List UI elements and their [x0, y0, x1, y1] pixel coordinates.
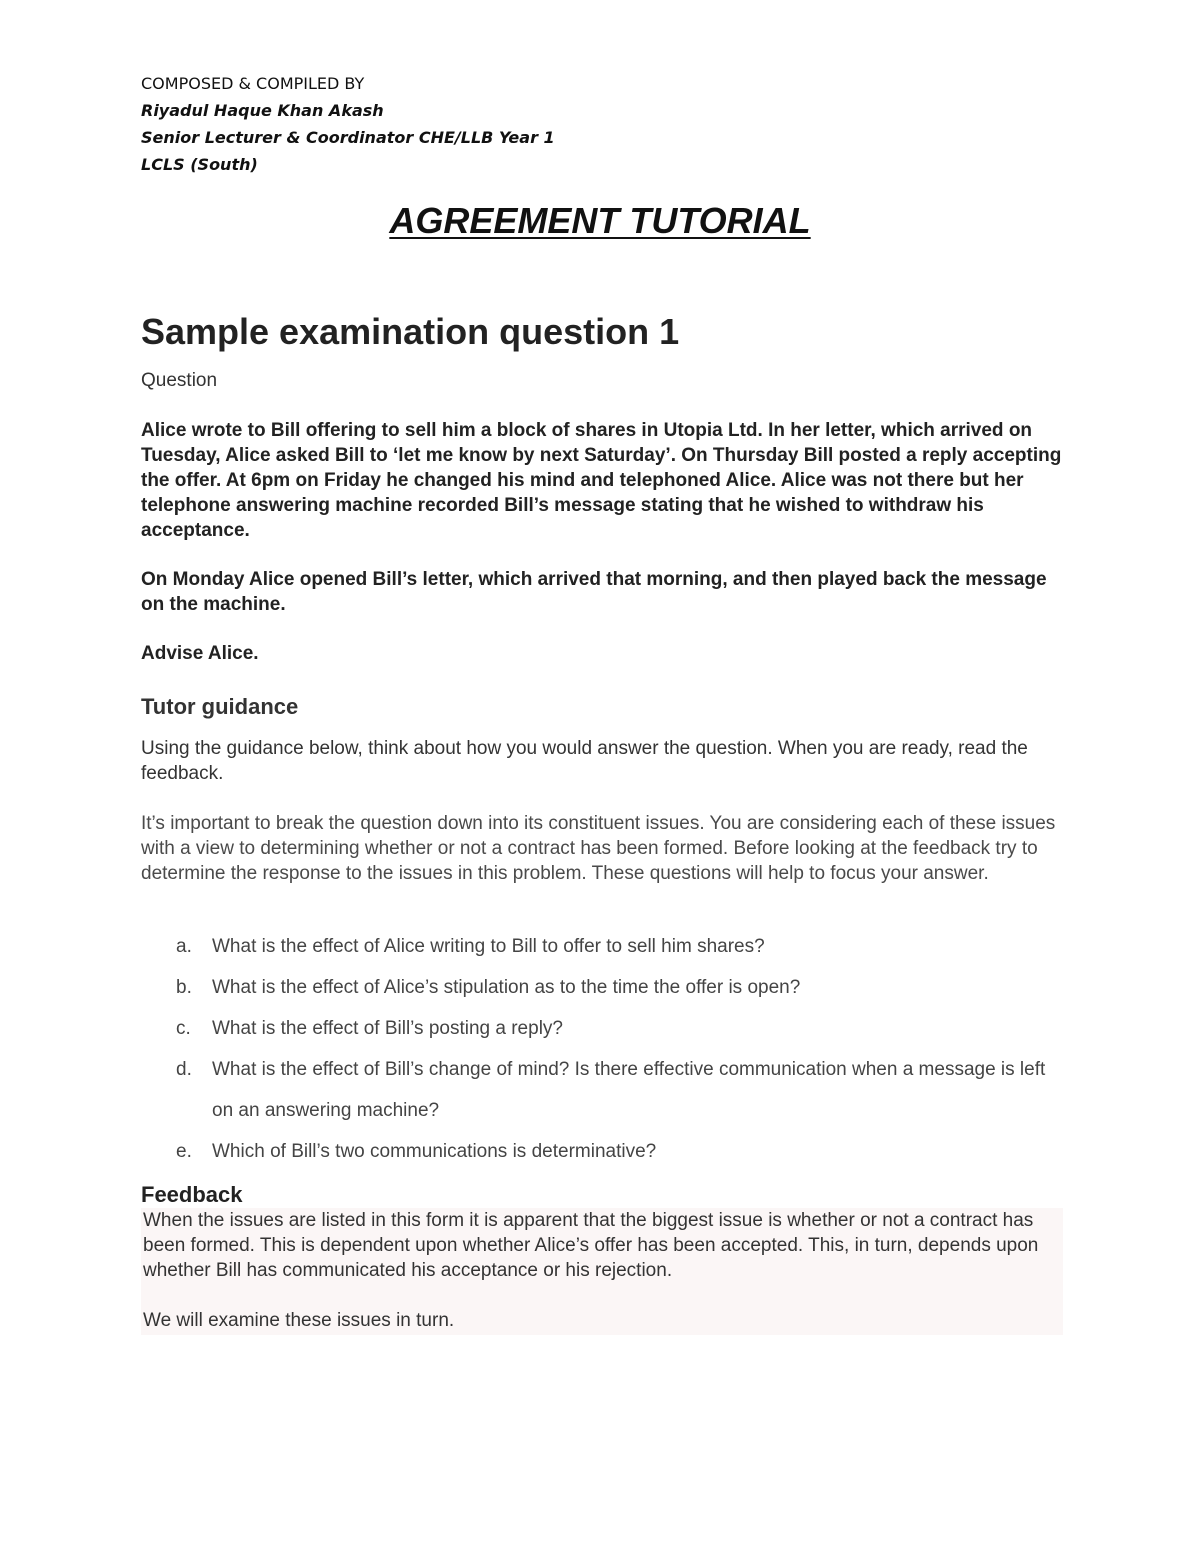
author-name: Riyadul Haque Khan Akash	[141, 101, 384, 120]
list-item-text: What is the effect of Bill’s posting a reply?	[212, 1018, 563, 1039]
tutor-guidance-intro: Using the guidance below, think about how you would answer the question. When you are ready, read the feedback.	[141, 738, 1028, 784]
feedback-heading: Feedback	[141, 1182, 243, 1207]
list-marker: b.	[176, 977, 192, 998]
author-header	[141, 70, 555, 178]
question-paragraph: Alice wrote to Bill offering to sell him a block of shares in Utopia Ltd. In her letter, which arrived on Tuesday, Alice asked Bill to ‘let me know by next Saturday’. On Thursday Bill posted a reply accepting the offer. At 6pm on Friday he changed his mind and telephoned Alice. Alice was not there but her telephone answering machine recorded Bill’s message stating that he wished to withdraw his acceptance.	[141, 420, 1062, 541]
list-marker: a.	[176, 936, 192, 957]
section-heading: Sample examination question 1	[141, 311, 680, 352]
question-label: Question	[141, 370, 218, 391]
document-body	[141, 308, 1066, 1335]
guidance-question-list	[141, 926, 1066, 1172]
question-instruction: Advise Alice.	[141, 643, 259, 664]
list-item-text: Which of Bill’s two communications is determinative?	[212, 1141, 657, 1162]
list-item	[176, 1131, 1066, 1172]
feedback-box	[141, 1208, 1063, 1335]
list-item-text: What is the effect of Alice writing to Bill to offer to sell him shares?	[212, 936, 765, 957]
list-item	[176, 1008, 1066, 1049]
tutor-guidance-body: It’s important to break the question down into its constituent issues. You are considering each of these issues with a view to determining whether or not a contract has been formed. Before looking at the feedback try to determine the response to the issues in this problem. These questions will help to focus your answer.	[141, 813, 1056, 884]
list-marker: d.	[176, 1059, 192, 1080]
document-title: AGREEMENT TUTORIAL	[389, 200, 811, 241]
list-item-text: What is the effect of Alice’s stipulation as to the time the offer is open?	[212, 977, 801, 998]
feedback-paragraph: We will examine these issues in turn.	[143, 1310, 455, 1331]
list-item	[176, 926, 1066, 967]
question-paragraph: On Monday Alice opened Bill’s letter, which arrived that morning, and then played back the message on the machine.	[141, 569, 1047, 615]
list-item-text: What is the effect of Bill’s change of mind? Is there effective communication when a message is left on an answering machine?	[212, 1059, 1046, 1121]
tutor-guidance-heading: Tutor guidance	[141, 694, 299, 719]
author-role: Senior Lecturer & Coordinator CHE/LLB Year 1	[141, 128, 555, 147]
list-marker: c.	[176, 1018, 191, 1039]
feedback-paragraph: When the issues are listed in this form it is apparent that the biggest issue is whether or not a contract has been formed. This is dependent upon whether Alice’s offer has been accepted. This, in turn, depends upon whether Bill has communicated his acceptance or his rejection.	[143, 1210, 1039, 1281]
author-institution: LCLS (South)	[141, 155, 258, 174]
compiled-by-label: COMPOSED & COMPILED BY	[141, 74, 365, 93]
list-item	[176, 1049, 1066, 1131]
list-marker: e.	[176, 1141, 192, 1162]
list-item	[176, 967, 1066, 1008]
